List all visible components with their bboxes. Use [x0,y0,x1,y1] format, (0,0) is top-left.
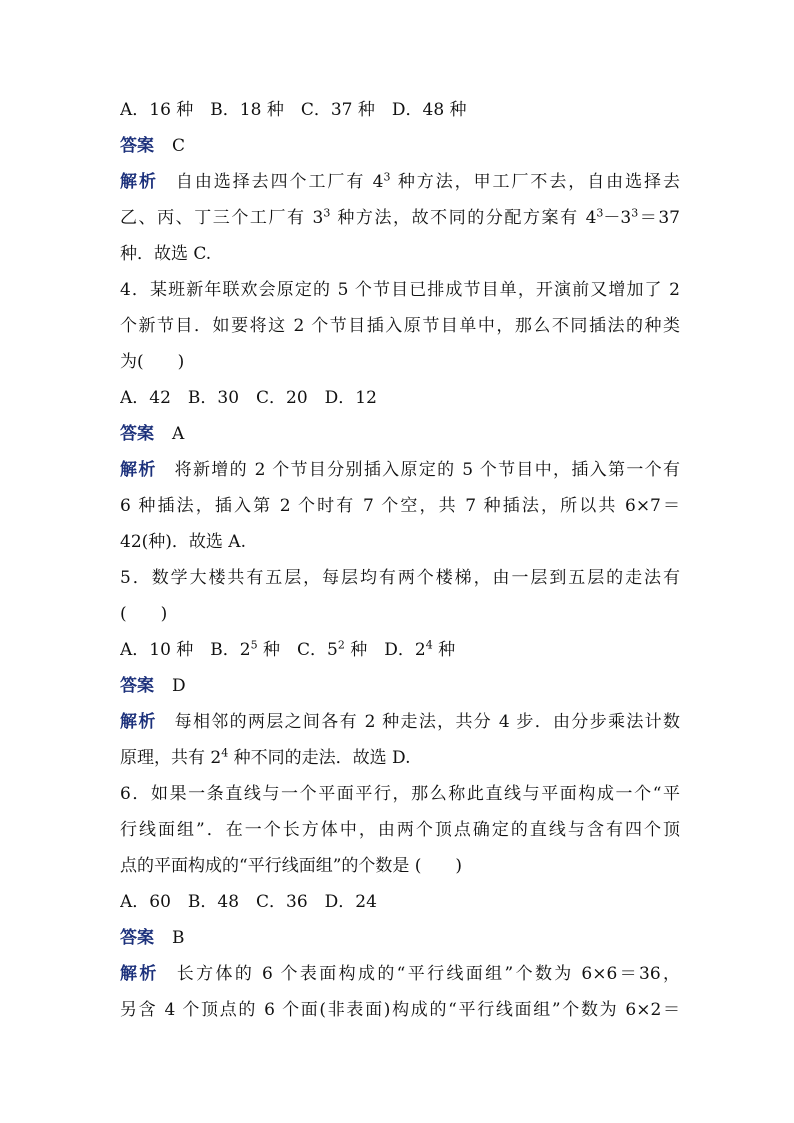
q4-answer-value: A [172,424,185,444]
q6-answer-label: 答案 [120,928,154,948]
q3-analysis-label: 解析 [120,172,158,192]
q4-analysis-label: 解析 [120,460,157,480]
q4-stem-line-2: 个新节目．如要将这 2 个节目插入原节目单中，那么不同插法的种类 [120,316,680,336]
q3-answer-value: C [172,136,186,156]
document-content [120,92,680,1028]
q6-answer-value: B [172,928,185,948]
q4-analysis-line-2: 6 种插法，插入第 2 个时有 7 个空，共 7 种插法，所以共 6×7＝ [120,496,680,516]
q6-stem-line-2: 行线面组”．在一个长方体中，由两个顶点确定的直线与含有四个顶 [120,820,680,840]
q4-stem-line-3: 为( ) [120,352,185,372]
q5-analysis-label: 解析 [120,712,157,732]
q6-analysis-label: 解析 [120,964,159,984]
q4-options: A．42 B．30 C．20 D．12 [120,388,377,408]
q3-answer-label: 答案 [120,136,154,156]
q5-options: A．10 种 B．$2^5$ 种 C．$5^2$ 种 D．$2^4$ 种 [120,638,456,660]
q5-analysis-line-1: 解析 每相邻的两层之间各有 2 种走法，共分 4 步．由分步乘法计数 [120,712,680,732]
q5-stem-line-2: ( ) [120,604,168,624]
q4-analysis-line-1: 解析 将新增的 2 个节目分别插入原定的 5 个节目中，插入第一个有 [120,460,680,480]
q5-answer-label: 答案 [120,676,154,696]
q3-analysis-line-3: 种．故选 C. [120,244,212,264]
q4-analysis-line-3: 42(种)．故选 A. [120,532,246,552]
q5-stem-line-1: 5．数学大楼共有五层，每层均有两个楼梯，由一层到五层的走法有 [120,568,680,588]
q6-options: A．60 B．48 C．36 D．24 [120,892,377,912]
q4-answer-label: 答案 [120,424,154,444]
q6-answer [120,920,680,956]
q5-answer-value: D [172,676,186,696]
q3-analysis-line-1: 解析 自由选择去四个工厂有 $4^3$ 种方法，甲工厂不去，自由选择去 [120,170,680,192]
q6-analysis-line-2: 另含 4 个顶点的 6 个面(非表面)构成的“平行线面组”个数为 6×2＝ [120,1000,680,1020]
q5-answer [120,668,680,704]
q6-analysis-line-1: 解析 长方体的 6 个表面构成的“平行线面组”个数为 6×6＝36， [120,964,680,984]
q3-answer [120,128,680,164]
q4-stem-line-1: 4．某班新年联欢会原定的 5 个节目已排成节目单，开演前又增加了 2 [120,280,680,300]
q6-stem-line-1: 6．如果一条直线与一个平面平行，那么称此直线与平面构成一个“平 [120,784,680,804]
q3-analysis-line-2: 乙、丙、丁三个工厂有 $3^3$ 种方法，故不同的分配方案有 $4^3-3^3=37$ [120,206,680,228]
q6-stem-line-3: 点的平面构成的“平行线面组”的个数是 ( ) [120,856,463,876]
q4-answer [120,416,680,452]
q3-options: A．16 种 B．18 种 C．37 种 D．48 种 [120,100,467,120]
q5-analysis-line-2: 原理，共有 $2^4$ 种不同的走法．故选 D. [120,746,411,768]
